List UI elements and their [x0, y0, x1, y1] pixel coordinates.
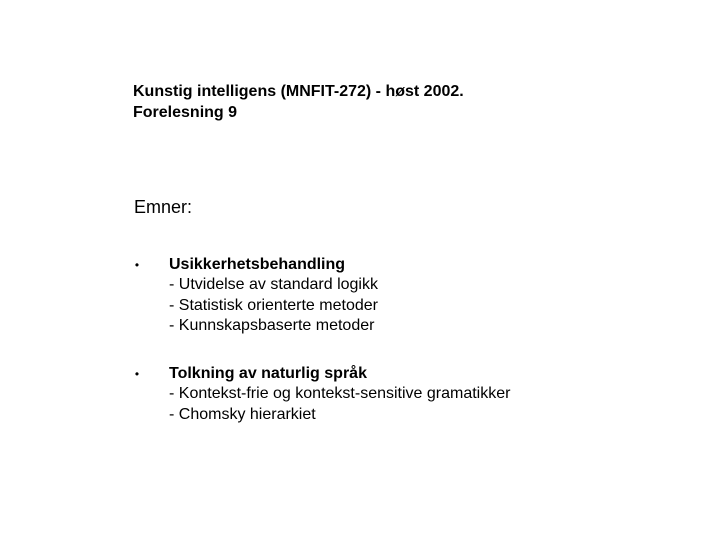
lecture-number: Forelesning 9	[133, 104, 238, 121]
topics-label: Emner:	[134, 197, 193, 217]
subtopic-item: - Statistisk orienterte metoder	[169, 296, 378, 314]
slide-header	[133, 81, 464, 123]
topic-title: Usikkerhetsbehandling	[169, 256, 346, 273]
topic-title: Tolkning av naturlig språk	[169, 365, 367, 382]
course-title: Kunstig intelligens (MNFIT-272) - høst 2002.	[133, 83, 464, 100]
subtopic-item: - Utvidelse av standard logikk	[169, 276, 378, 293]
bullet-icon: •	[134, 258, 140, 272]
bullet-icon: •	[134, 367, 140, 381]
topic-body	[169, 255, 378, 337]
subtopic-item: - Kunnskapsbaserte metoder	[169, 317, 375, 334]
subtopic-list	[169, 275, 378, 337]
subtopic-list	[169, 384, 510, 425]
subtopic-item: - Kontekst-frie og kontekst-sensitive gramatikker	[169, 385, 511, 402]
subtopic-item: - Chomsky hierarkiet	[169, 405, 316, 423]
topic-body	[169, 364, 510, 425]
